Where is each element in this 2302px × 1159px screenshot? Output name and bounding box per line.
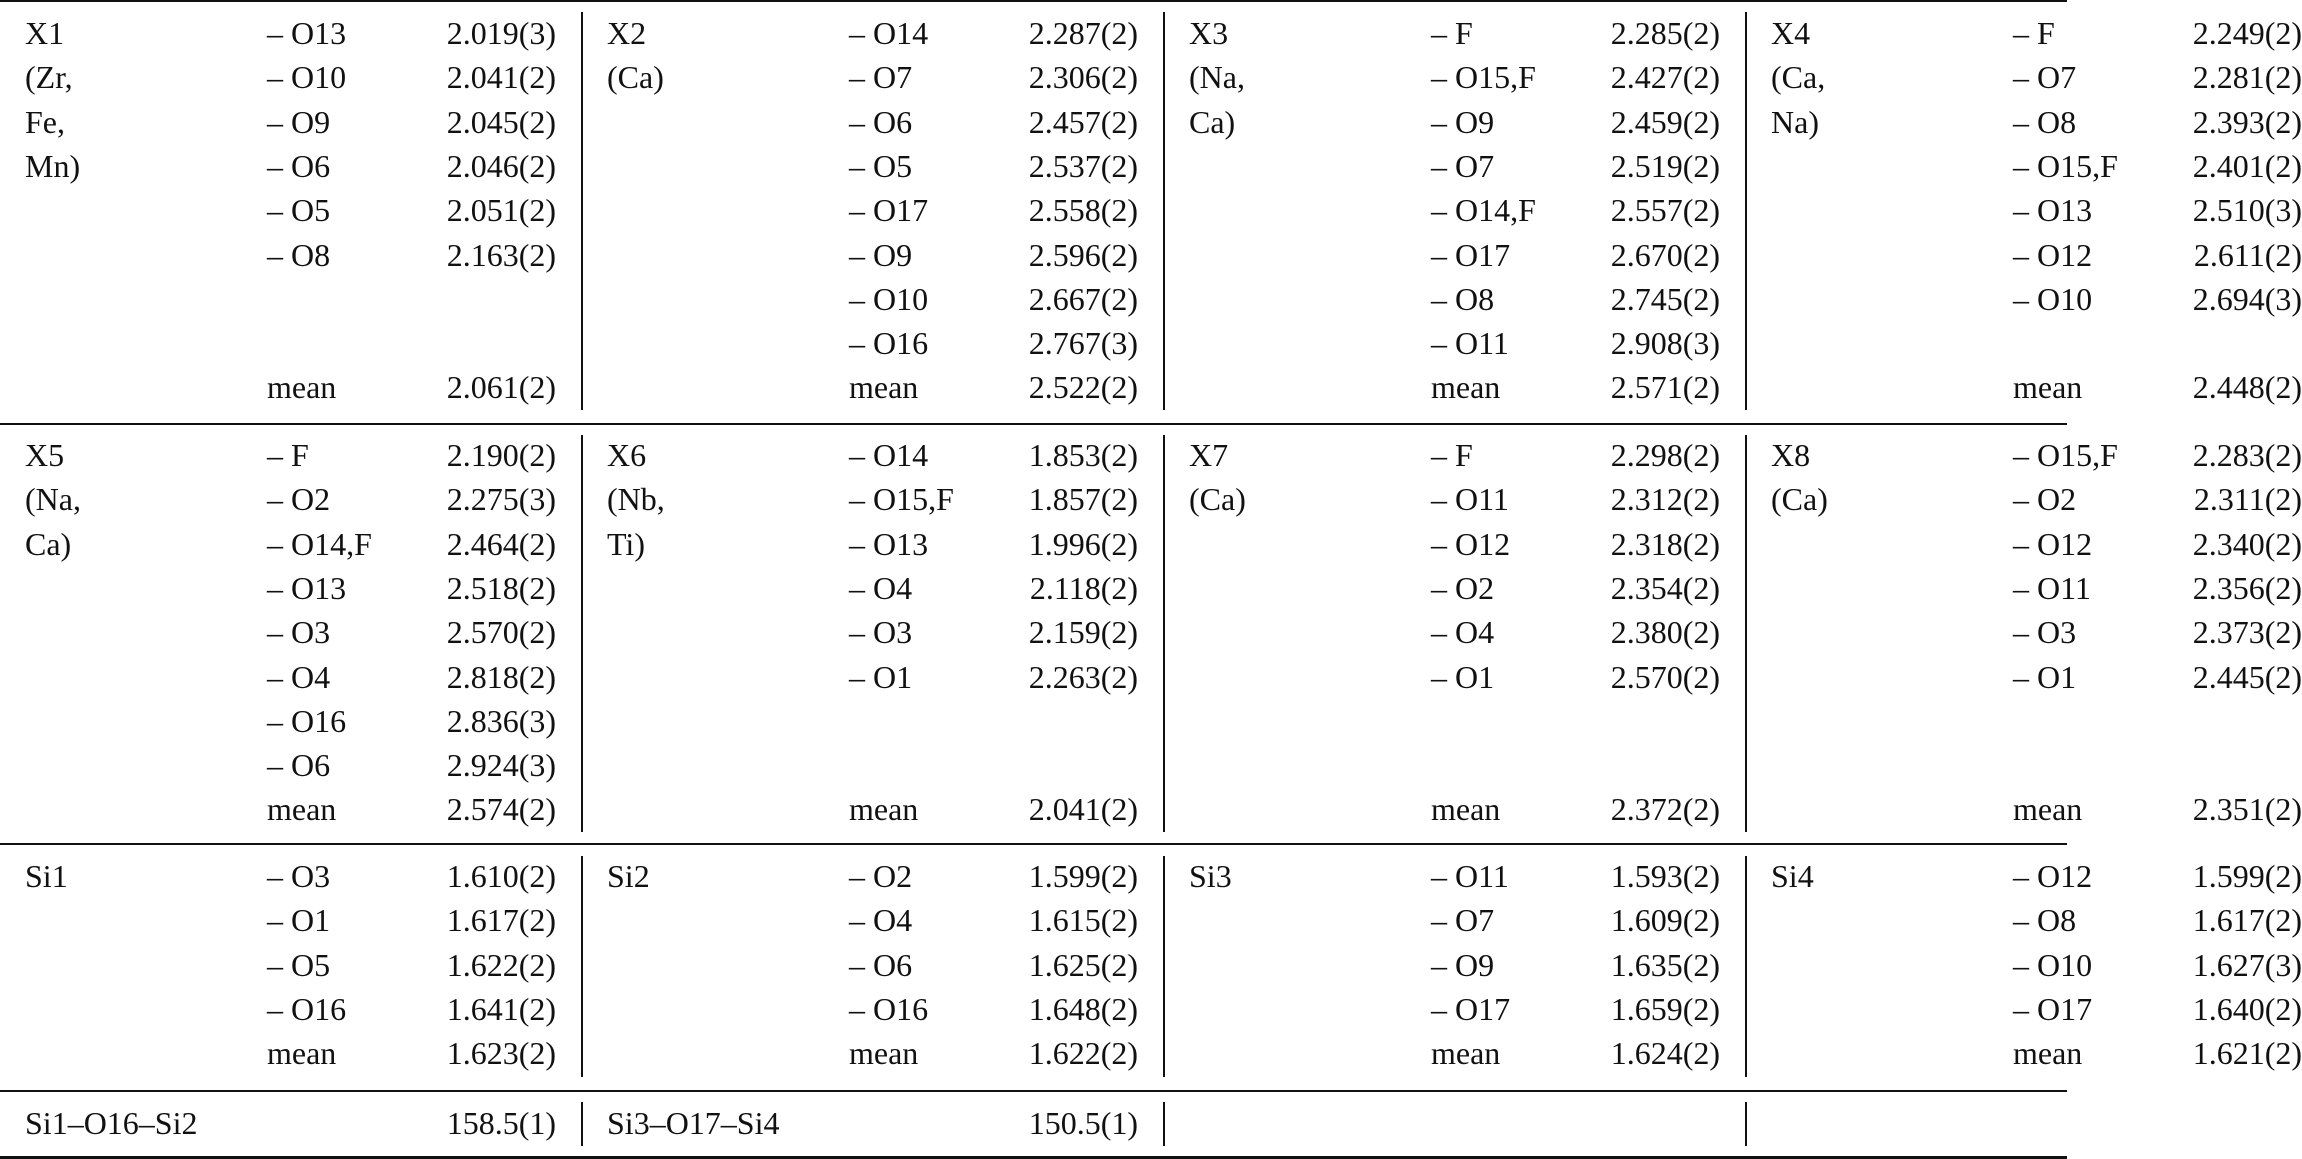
bond-distance: 2.557(2) bbox=[1610, 192, 1720, 229]
bond-distance: 1.640(2) bbox=[2192, 990, 2302, 1027]
ligand-atom: – O9 bbox=[267, 103, 331, 140]
ligand-atom: – O12 bbox=[1431, 525, 1511, 562]
bond-distance: 2.373(2) bbox=[2192, 614, 2302, 651]
bond-distance: 2.354(2) bbox=[1610, 569, 1720, 606]
mean-label: mean bbox=[1431, 1035, 1501, 1072]
bond-distance: 1.599(2) bbox=[2192, 858, 2302, 894]
ligand-atom: – O14,F bbox=[1431, 192, 1536, 229]
bond-distance: 2.046(2) bbox=[446, 147, 556, 184]
bond-distance: 1.599(2) bbox=[1028, 858, 1138, 894]
bond-distance: 1.857(2) bbox=[1028, 481, 1138, 518]
ligand-atom: – O4 bbox=[267, 658, 331, 695]
mean-distance: 2.522(2) bbox=[1028, 369, 1138, 406]
bond-distance: 2.767(3) bbox=[1028, 325, 1138, 362]
column-separator bbox=[1745, 856, 1747, 1077]
bond-distance: 2.519(2) bbox=[1610, 147, 1720, 184]
ligand-atom: – O2 bbox=[2013, 481, 2077, 518]
ligand-atom: – O15,F bbox=[1431, 59, 1536, 96]
ligand-atom: – O13 bbox=[849, 525, 929, 562]
ligand-atom: – O2 bbox=[1431, 569, 1495, 606]
bond-distance: 2.159(2) bbox=[1028, 614, 1138, 651]
bond-distance: 2.380(2) bbox=[1610, 614, 1720, 651]
ligand-atom: – O12 bbox=[2013, 858, 2093, 894]
mean-label: mean bbox=[267, 1035, 337, 1072]
bond-distance: 2.445(2) bbox=[2192, 658, 2302, 695]
ligand-atom: – F bbox=[267, 437, 309, 473]
bond-distance: 2.045(2) bbox=[446, 103, 556, 140]
ligand-atom: – O9 bbox=[1431, 946, 1495, 983]
bond-distance: 2.318(2) bbox=[1610, 525, 1720, 562]
bond-distance: 2.340(2) bbox=[2192, 525, 2302, 562]
column-separator bbox=[1163, 12, 1165, 410]
ligand-atom: – O6 bbox=[849, 103, 913, 140]
bond-distance: 1.615(2) bbox=[1028, 902, 1138, 939]
ligand-atom: – O5 bbox=[267, 192, 331, 229]
site-label: X8 bbox=[1771, 437, 1811, 473]
ligand-atom: – O1 bbox=[1431, 658, 1495, 695]
ligand-atom: – O3 bbox=[849, 614, 913, 651]
bond-distance: 2.312(2) bbox=[1610, 481, 1720, 518]
site-label: (Ca) bbox=[1189, 481, 1246, 518]
column-separator bbox=[581, 1102, 583, 1146]
ligand-atom: – O3 bbox=[2013, 614, 2077, 651]
ligand-atom: – O14 bbox=[849, 437, 929, 473]
ligand-atom: – O7 bbox=[1431, 902, 1495, 939]
site-label: Si4 bbox=[1771, 858, 1814, 894]
bond-distance: 1.617(2) bbox=[446, 902, 556, 939]
ligand-atom: – O3 bbox=[267, 858, 331, 894]
site-label: (Ca, bbox=[1771, 59, 1826, 96]
angle-value: 150.5(1) bbox=[1028, 1105, 1138, 1141]
bond-distance: 1.635(2) bbox=[1610, 946, 1720, 983]
bond-distance: 2.510(3) bbox=[2192, 192, 2302, 229]
ligand-atom: – O16 bbox=[267, 702, 347, 739]
bond-distance: 2.401(2) bbox=[2192, 147, 2302, 184]
mean-label: mean bbox=[849, 791, 919, 828]
ligand-atom: – O6 bbox=[267, 747, 331, 784]
ligand-atom: – F bbox=[1431, 15, 1473, 51]
bond-distance: 2.019(3) bbox=[446, 15, 556, 51]
bond-distance: 2.570(2) bbox=[446, 614, 556, 651]
ligand-atom: – O10 bbox=[2013, 946, 2093, 983]
site-label: (Na, bbox=[25, 481, 81, 518]
angle-label: Si1–O16–Si2 bbox=[25, 1105, 198, 1141]
column-separator bbox=[581, 856, 583, 1077]
ligand-atom: – O8 bbox=[267, 236, 331, 273]
ligand-atom: – O4 bbox=[1431, 614, 1495, 651]
bond-distance: 2.427(2) bbox=[1610, 59, 1720, 96]
horizontal-rule bbox=[0, 1090, 2067, 1092]
column-separator bbox=[581, 435, 583, 832]
mean-label: mean bbox=[849, 1035, 919, 1072]
bond-distance: 2.393(2) bbox=[2192, 103, 2302, 140]
site-label: (Ca) bbox=[607, 59, 664, 96]
ligand-atom: – O1 bbox=[2013, 658, 2077, 695]
bond-distance: 2.611(2) bbox=[2193, 236, 2302, 273]
bond-distance: 2.694(3) bbox=[2192, 280, 2302, 317]
ligand-atom: – O11 bbox=[2013, 569, 2091, 606]
bond-distance: 1.593(2) bbox=[1610, 858, 1720, 894]
ligand-atom: – O11 bbox=[1431, 858, 1509, 894]
site-label: Ti) bbox=[607, 525, 645, 562]
bond-distance: 1.996(2) bbox=[1028, 525, 1138, 562]
column-separator bbox=[1745, 435, 1747, 832]
ligand-atom: – O1 bbox=[267, 902, 331, 939]
ligand-atom: – O6 bbox=[849, 946, 913, 983]
ligand-atom: – O17 bbox=[1431, 236, 1511, 273]
mean-label: mean bbox=[2013, 791, 2083, 828]
angle-value: 158.5(1) bbox=[446, 1105, 556, 1141]
ligand-atom: – O9 bbox=[1431, 103, 1495, 140]
ligand-atom: – F bbox=[1431, 437, 1473, 473]
ligand-atom: – O11 bbox=[1431, 481, 1509, 518]
site-label: X1 bbox=[25, 15, 65, 51]
site-label: (Zr, bbox=[25, 59, 73, 96]
bond-distance: 1.625(2) bbox=[1028, 946, 1138, 983]
mean-distance: 1.621(2) bbox=[2192, 1035, 2302, 1072]
mean-distance: 2.061(2) bbox=[446, 369, 556, 406]
site-label: (Ca) bbox=[1771, 481, 1828, 518]
bond-distance: 1.610(2) bbox=[446, 858, 556, 894]
ligand-atom: – O14 bbox=[849, 15, 929, 51]
column-separator bbox=[1163, 435, 1165, 832]
mean-label: mean bbox=[267, 791, 337, 828]
bond-distance: 1.853(2) bbox=[1028, 437, 1138, 473]
ligand-atom: – O16 bbox=[267, 990, 347, 1027]
bond-distance: 2.596(2) bbox=[1028, 236, 1138, 273]
mean-distance: 2.448(2) bbox=[2192, 369, 2302, 406]
site-label: X6 bbox=[607, 437, 647, 473]
site-label: Ca) bbox=[25, 525, 72, 562]
mean-label: mean bbox=[849, 369, 919, 406]
ligand-atom: – O10 bbox=[849, 280, 929, 317]
ligand-atom: – O8 bbox=[2013, 103, 2077, 140]
column-separator bbox=[1745, 12, 1747, 410]
bond-distance: 1.627(3) bbox=[2192, 946, 2302, 983]
ligand-atom: – O17 bbox=[1431, 990, 1511, 1027]
ligand-atom: – O15,F bbox=[2013, 147, 2118, 184]
ligand-atom: – O12 bbox=[2013, 236, 2093, 273]
ligand-atom: – O10 bbox=[2013, 280, 2093, 317]
ligand-atom: – O13 bbox=[267, 15, 347, 51]
bond-distance: 2.285(2) bbox=[1610, 15, 1720, 51]
ligand-atom: – O16 bbox=[849, 990, 929, 1027]
bond-distance: 1.641(2) bbox=[446, 990, 556, 1027]
site-label: X3 bbox=[1189, 15, 1229, 51]
site-label: Mn) bbox=[25, 147, 81, 184]
bond-distance: 1.648(2) bbox=[1028, 990, 1138, 1027]
bond-distance: 2.356(2) bbox=[2192, 569, 2302, 606]
mean-distance: 1.622(2) bbox=[1028, 1035, 1138, 1072]
site-label: X2 bbox=[607, 15, 647, 51]
ligand-atom: – O2 bbox=[267, 481, 331, 518]
bond-distance: 2.518(2) bbox=[446, 569, 556, 606]
bond-distance: 2.558(2) bbox=[1028, 192, 1138, 229]
site-label: Si3 bbox=[1189, 858, 1232, 894]
column-separator bbox=[1745, 1102, 1747, 1146]
ligand-atom: – O10 bbox=[267, 59, 347, 96]
bond-distance: 2.459(2) bbox=[1610, 103, 1720, 140]
mean-label: mean bbox=[267, 369, 337, 406]
site-label: Si1 bbox=[25, 858, 68, 894]
horizontal-rule bbox=[0, 0, 2067, 2]
ligand-atom: – F bbox=[2013, 15, 2055, 51]
ligand-atom: – O15,F bbox=[849, 481, 954, 518]
ligand-atom: – O14,F bbox=[267, 525, 372, 562]
bond-distance: 2.311(2) bbox=[2193, 481, 2302, 518]
ligand-atom: – O7 bbox=[849, 59, 913, 96]
ligand-atom: – O13 bbox=[267, 569, 347, 606]
bond-distance: 1.609(2) bbox=[1610, 902, 1720, 939]
angle-label: Si3–O17–Si4 bbox=[607, 1105, 780, 1141]
mean-label: mean bbox=[2013, 369, 2083, 406]
bond-distance: 2.570(2) bbox=[1610, 658, 1720, 695]
ligand-atom: – O16 bbox=[849, 325, 929, 362]
bond-distance: 2.924(3) bbox=[446, 747, 556, 784]
bond-distance: 1.622(2) bbox=[446, 946, 556, 983]
ligand-atom: – O17 bbox=[849, 192, 929, 229]
bond-distance: 2.281(2) bbox=[2192, 59, 2302, 96]
site-label: X4 bbox=[1771, 15, 1811, 51]
ligand-atom: – O11 bbox=[1431, 325, 1509, 362]
mean-distance: 2.571(2) bbox=[1610, 369, 1720, 406]
ligand-atom: – O7 bbox=[1431, 147, 1495, 184]
mean-label: mean bbox=[2013, 1035, 2083, 1072]
ligand-atom: – O3 bbox=[267, 614, 331, 651]
bond-distance: 2.457(2) bbox=[1028, 103, 1138, 140]
bond-distance: 2.464(2) bbox=[446, 525, 556, 562]
mean-label: mean bbox=[1431, 369, 1501, 406]
mean-label: mean bbox=[1431, 791, 1501, 828]
bond-distance: 2.041(2) bbox=[446, 59, 556, 96]
bond-distance: 2.287(2) bbox=[1028, 15, 1138, 51]
horizontal-rule bbox=[0, 423, 2067, 425]
bond-distance: 2.537(2) bbox=[1028, 147, 1138, 184]
bond-distance: 1.617(2) bbox=[2192, 902, 2302, 939]
ligand-atom: – O7 bbox=[2013, 59, 2077, 96]
ligand-atom: – O6 bbox=[267, 147, 331, 184]
column-separator bbox=[1163, 856, 1165, 1077]
ligand-atom: – O4 bbox=[849, 902, 913, 939]
bond-distance: 2.283(2) bbox=[2192, 437, 2302, 473]
bond-distance: 2.190(2) bbox=[446, 437, 556, 473]
column-separator bbox=[581, 12, 583, 410]
bond-distance: 2.118(2) bbox=[1029, 569, 1138, 606]
mean-distance: 2.574(2) bbox=[446, 791, 556, 828]
site-label: Fe, bbox=[25, 103, 65, 140]
ligand-atom: – O15,F bbox=[2013, 437, 2118, 473]
site-label: Ca) bbox=[1189, 103, 1236, 140]
ligand-atom: – O5 bbox=[849, 147, 913, 184]
site-label: X5 bbox=[25, 437, 65, 473]
site-label: Na) bbox=[1771, 103, 1819, 140]
bond-distance: 2.306(2) bbox=[1028, 59, 1138, 96]
bond-distance: 2.670(2) bbox=[1610, 236, 1720, 273]
bond-distance: 1.659(2) bbox=[1610, 990, 1720, 1027]
bond-distance: 2.051(2) bbox=[446, 192, 556, 229]
mean-distance: 1.623(2) bbox=[446, 1035, 556, 1072]
ligand-atom: – O8 bbox=[1431, 280, 1495, 317]
bond-distance: 2.745(2) bbox=[1610, 280, 1720, 317]
ligand-atom: – O1 bbox=[849, 658, 913, 695]
horizontal-rule bbox=[0, 843, 2067, 845]
mean-distance: 2.372(2) bbox=[1610, 791, 1720, 828]
bond-distance: 2.163(2) bbox=[446, 236, 556, 273]
ligand-atom: – O13 bbox=[2013, 192, 2093, 229]
bond-distance: 2.818(2) bbox=[446, 658, 556, 695]
bond-distance: 2.836(3) bbox=[446, 702, 556, 739]
site-label: Si2 bbox=[607, 858, 650, 894]
ligand-atom: – O8 bbox=[2013, 902, 2077, 939]
mean-distance: 2.041(2) bbox=[1028, 791, 1138, 828]
ligand-atom: – O4 bbox=[849, 569, 913, 606]
bond-distance: 2.908(3) bbox=[1610, 325, 1720, 362]
site-label: X7 bbox=[1189, 437, 1229, 473]
bond-distance: 2.275(3) bbox=[446, 481, 556, 518]
bond-distance: 2.263(2) bbox=[1028, 658, 1138, 695]
site-label: (Nb, bbox=[607, 481, 665, 518]
bond-distance: 2.667(2) bbox=[1028, 280, 1138, 317]
column-separator bbox=[1163, 1102, 1165, 1146]
ligand-atom: – O2 bbox=[849, 858, 913, 894]
ligand-atom: – O5 bbox=[267, 946, 331, 983]
ligand-atom: – O9 bbox=[849, 236, 913, 273]
mean-distance: 2.351(2) bbox=[2192, 791, 2302, 828]
ligand-atom: – O17 bbox=[2013, 990, 2093, 1027]
ligand-atom: – O12 bbox=[2013, 525, 2093, 562]
mean-distance: 1.624(2) bbox=[1610, 1035, 1720, 1072]
bond-distance: 2.249(2) bbox=[2192, 15, 2302, 51]
bond-distance: 2.298(2) bbox=[1610, 437, 1720, 473]
site-label: (Na, bbox=[1189, 59, 1245, 96]
